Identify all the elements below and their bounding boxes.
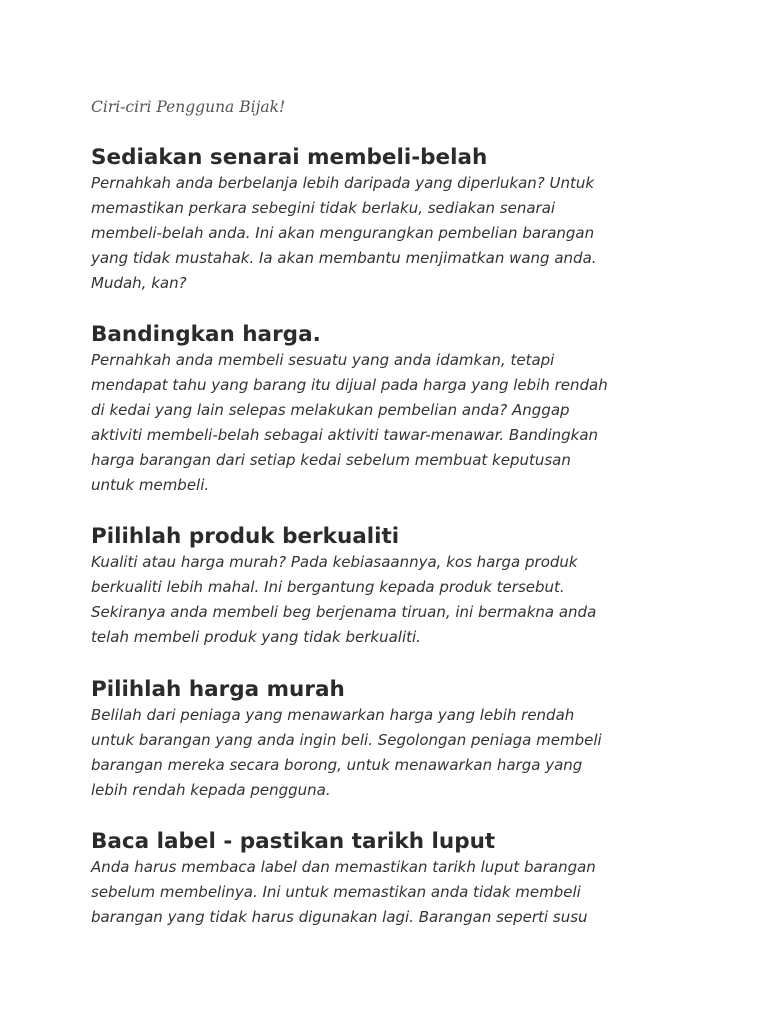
paragraph-line: di kedai yang lain selepas melakukan pembelian anda? Anggap: [91, 401, 570, 419]
section-heading: Sediakan senarai membeli-belah: [91, 145, 488, 170]
paragraph-line: Sekiranya anda membeli beg berjenama tiruan, ini bermakna anda: [91, 603, 597, 621]
section-quality-products: [91, 524, 711, 650]
section-paragraph: [91, 855, 711, 930]
section-cheap-prices: [91, 677, 711, 803]
section-paragraph: [91, 348, 711, 498]
paragraph-line: aktiviti membeli-belah sebagai aktiviti tawar-menawar. Bandingkan: [91, 426, 599, 444]
paragraph-line: barangan yang tidak harus digunakan lagi. Barangan seperti susu: [91, 908, 588, 926]
section-paragraph: [91, 703, 711, 803]
paragraph-line: Pernahkah anda membeli sesuatu yang anda idamkan, tetapi: [91, 351, 555, 369]
paragraph-line: harga barangan dari setiap kedai sebelum membuat keputusan: [91, 451, 571, 469]
paragraph-line: untuk barangan yang anda ingin beli. Segolongan peniaga membeli: [91, 731, 602, 749]
paragraph-line: Belilah dari peniaga yang menawarkan harga yang lebih rendah: [91, 706, 575, 724]
section-heading: Bandingkan harga.: [91, 322, 321, 347]
section-compare-prices: [91, 322, 711, 498]
section-shopping-list: [91, 145, 711, 296]
paragraph-line: berkualiti lebih mahal. Ini bergantung kepada produk tersebut.: [91, 578, 565, 596]
paragraph-line: telah membeli produk yang tidak berkualiti.: [91, 628, 421, 646]
paragraph-line: memastikan perkara sebegini tidak berlaku, sediakan senarai: [91, 199, 556, 217]
paragraph-line: Kualiti atau harga murah? Pada kebiasaannya, kos harga produk: [91, 553, 578, 571]
intro-title: Ciri-ciri Pengguna Bijak!: [91, 98, 286, 116]
paragraph-line: yang tidak mustahak. Ia akan membantu menjimatkan wang anda.: [91, 249, 597, 267]
section-paragraph: [91, 171, 711, 296]
paragraph-line: Anda harus membaca label dan memastikan tarikh luput barangan: [91, 858, 596, 876]
paragraph-line: sebelum membelinya. Ini untuk memastikan anda tidak membeli: [91, 883, 581, 901]
paragraph-line: lebih rendah kepada pengguna.: [91, 781, 331, 799]
paragraph-line: untuk membeli.: [91, 476, 210, 494]
section-heading: Baca label - pastikan tarikh luput: [91, 829, 496, 854]
section-heading: Pilihlah harga murah: [91, 677, 345, 702]
paragraph-line: mendapat tahu yang barang itu dijual pada harga yang lebih rendah: [91, 376, 608, 394]
paragraph-line: membeli-belah anda. Ini akan mengurangkan pembelian barangan: [91, 224, 595, 242]
section-read-label: [91, 829, 711, 930]
paragraph-line: barangan mereka secara borong, untuk menawarkan harga yang: [91, 756, 583, 774]
section-heading: Pilihlah produk berkualiti: [91, 524, 400, 549]
paragraph-line: Pernahkah anda berbelanja lebih daripada yang diperlukan? Untuk: [91, 174, 595, 192]
section-paragraph: [91, 550, 711, 650]
paragraph-line: Mudah, kan?: [91, 274, 187, 292]
